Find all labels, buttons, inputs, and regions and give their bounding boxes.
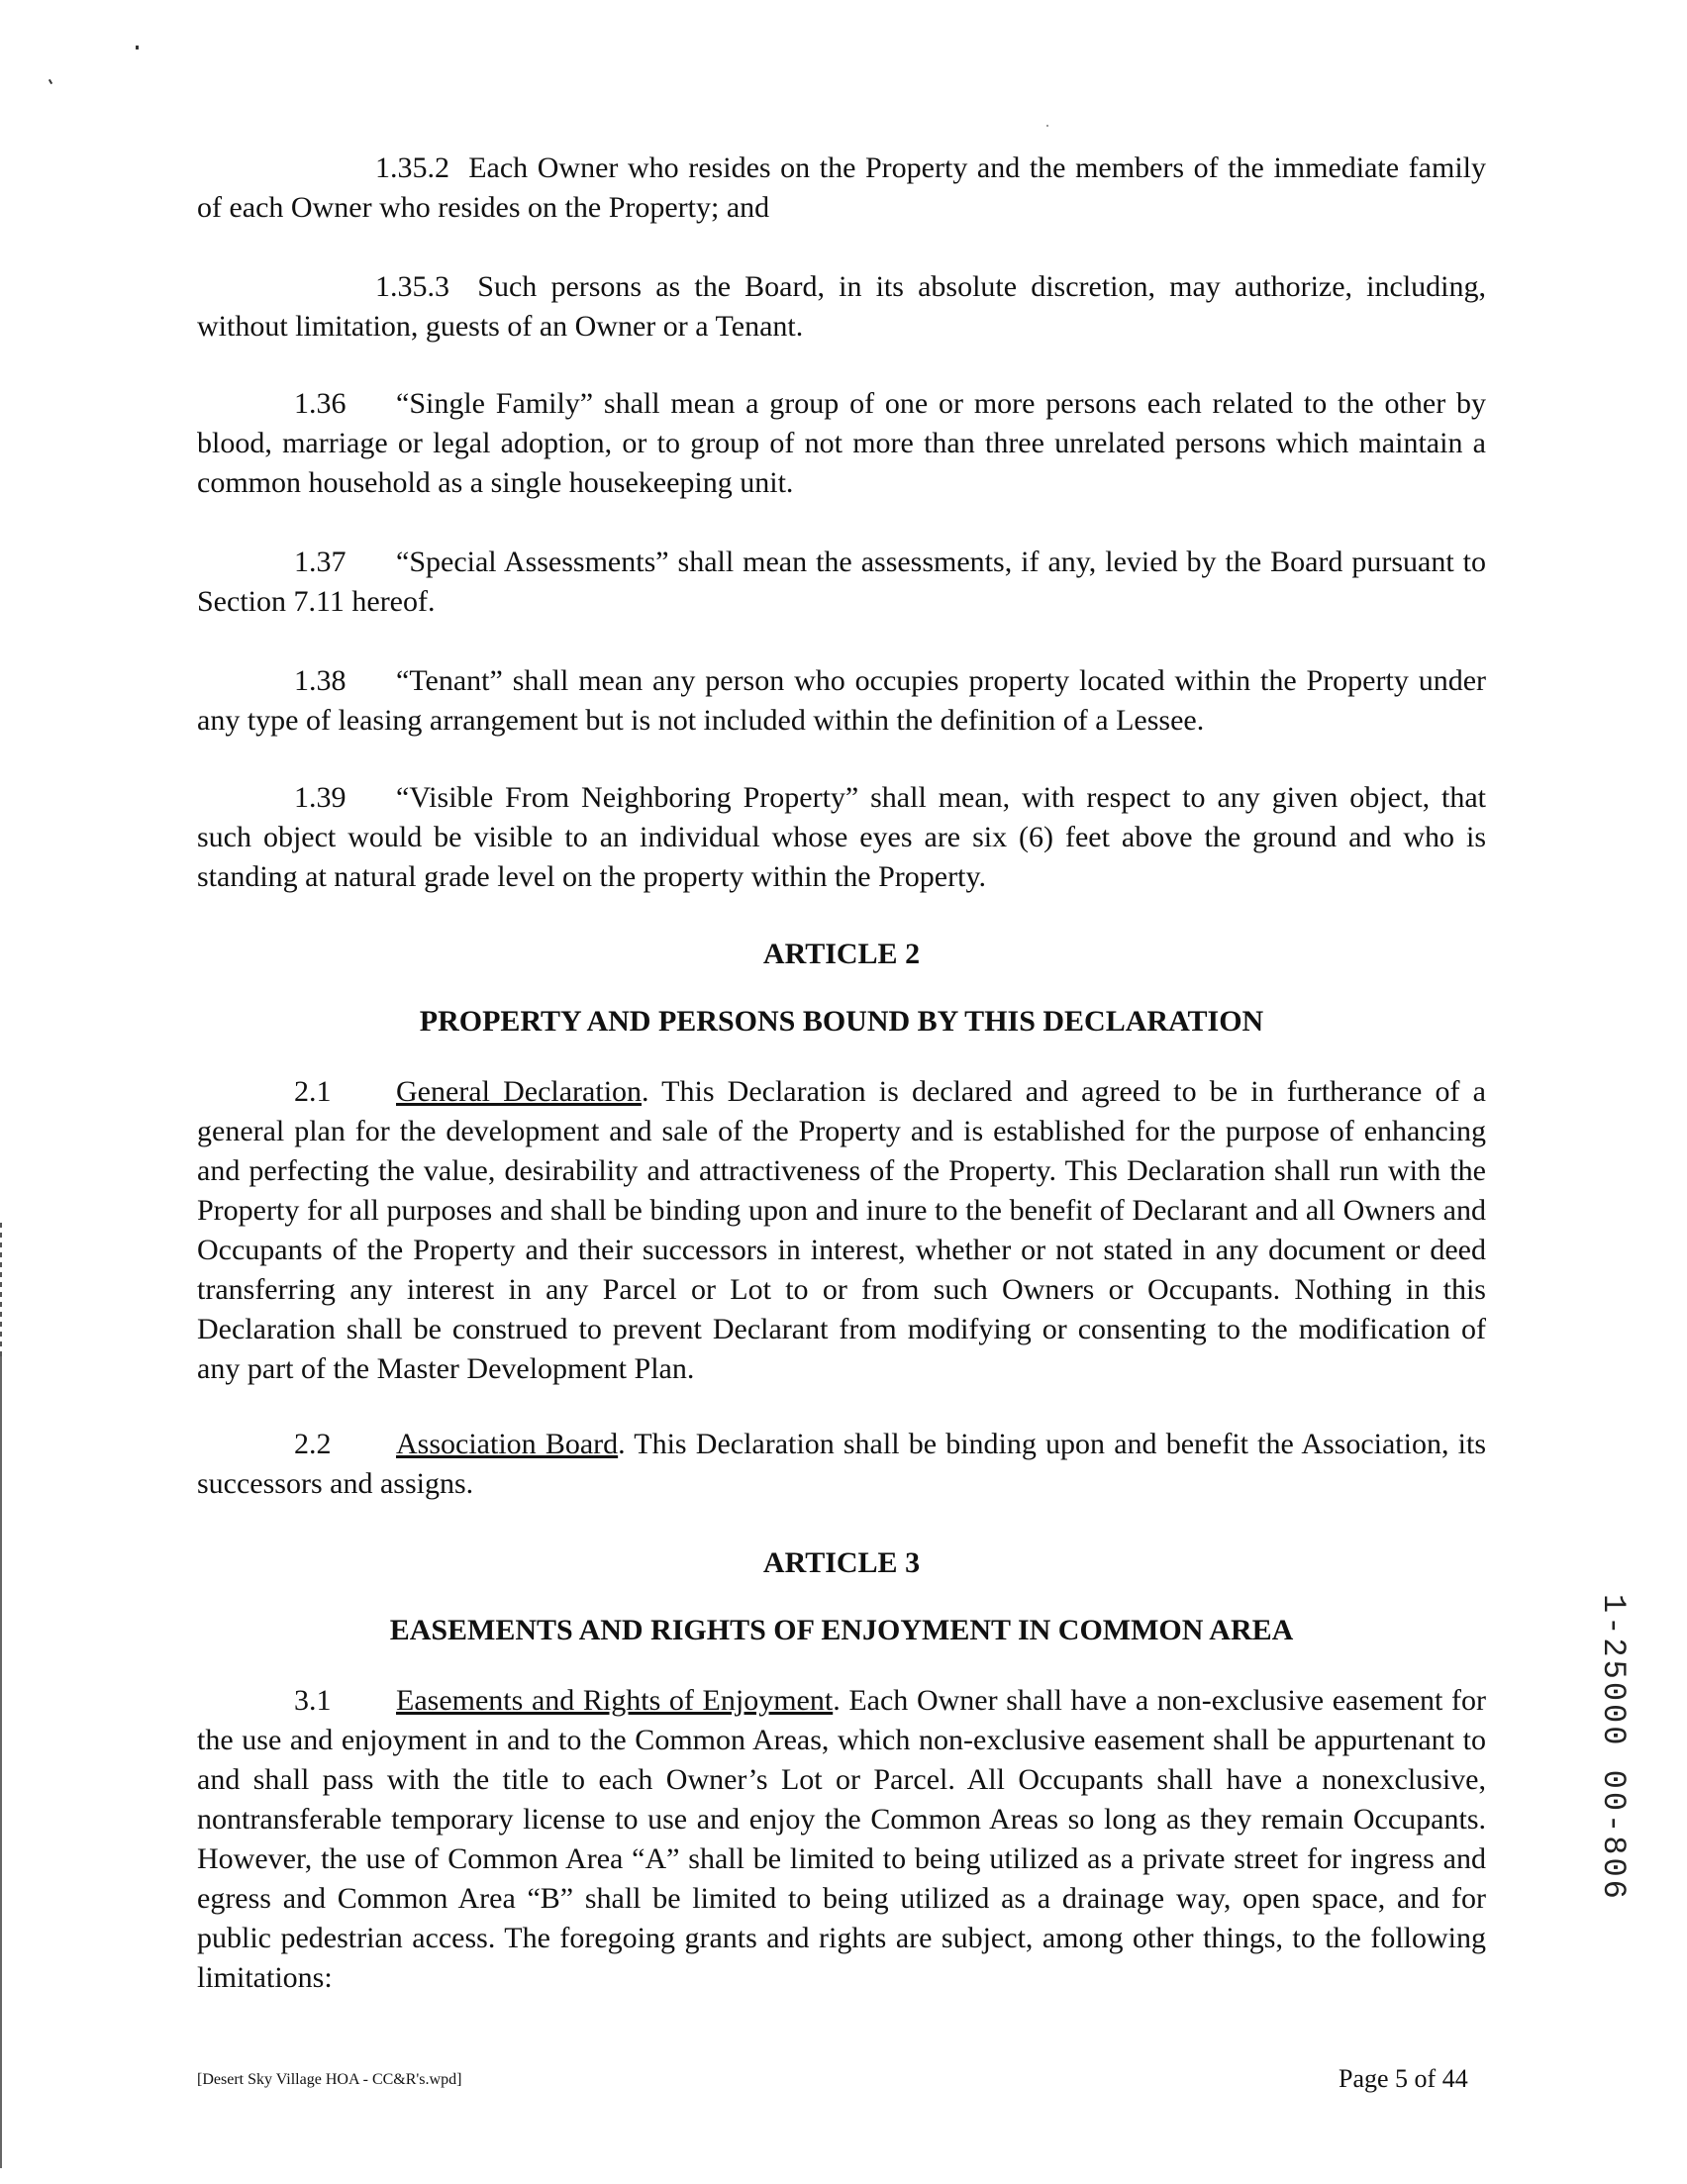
article-2-label: ARTICLE 2 [762,938,921,970]
paragraph-number: 1.37 [294,546,347,578]
document-body [197,149,1486,1998]
section-text: . Each Owner shall have a non-exclusive easement for the use and enjoyment in and to the Common Areas, which non-exclusive easement shall be appurtenant to and shall pass with the title to each Owner’s Lot or Parcel. All Occupants shall have a nonexclusive, nontransferable temporary license to use and enjoy the Common Areas so long as they remain Occupants. However, the use of Common Area “A” shall be limited to being utilized as a private street for ingress and egress and Common Area “B” shall be limited to being utilized as a drainage way, open space, and for public pedestrian access. The foregoing grants and rights are subject, among other things, to the following limitations: [197,1684,1486,1994]
section-number: 2.2 [294,1428,332,1460]
section-2-1 [197,1072,1486,1389]
section-3-1 [197,1681,1486,1998]
paragraph-1-36 [197,384,1486,503]
paragraph-1-37 [197,543,1486,622]
section-heading: Easements and Rights of Enjoyment [396,1684,834,1717]
paragraph-text: “Tenant” shall mean any person who occupies property located within the Property under any type of leasing arrangement but is not included within the definition of a Lessee. [197,664,1486,737]
scan-speck-1 [136,46,139,50]
paragraph-number: 1.38 [294,664,347,697]
paragraph-1-35-3 [197,267,1486,347]
section-number: 3.1 [294,1684,332,1717]
paragraph-text: “Special Assessments” shall mean the assessments, if any, levied by the Board pursuant to Section 7.11 hereof. [197,546,1486,618]
scan-speck-2 [49,79,52,84]
scan-edge-line [0,1356,2,2168]
recording-stamp-text: 1-25000 00-806 [1595,1594,1632,1902]
scan-speck-3 [1046,125,1048,127]
footer-filename: [Desert Sky Village HOA - CC&R's.wpd] [197,2071,462,2088]
paragraph-text: Such persons as the Board, in its absolute discretion, may authorize, including, without limitation, guests of an Owner or a Tenant. [197,270,1487,343]
section-2-2 [197,1425,1486,1504]
paragraph-number: 1.35.2 [375,151,449,184]
paragraph-text: Each Owner who resides on the Property and the members of the immediate family of each Owner who resides on the Property; and [197,151,1486,224]
paragraph-text: “Single Family” shall mean a group of one or more persons each related to the other by blood, marriage or legal adoption, or to group of not more than three unrelated persons which maintain a common household as a single housekeeping unit. [197,387,1486,499]
section-heading: General Declaration [396,1075,643,1108]
section-text: . This Declaration shall be binding upon and benefit the Association, its successors and assigns. [197,1428,1486,1500]
footer-page-number: Page 5 of 44 [1339,2064,1468,2093]
recording-stamp [1592,1594,1632,1902]
paragraph-number: 1.36 [294,387,347,420]
paragraph-1-35-2 [197,149,1486,228]
paragraph-text: “Visible From Neighboring Property” shall mean, with respect to any given object, that such object would be visible to an individual whose eyes are six (6) feet above the ground and who is standing at natural grade level on the property within the Property. [197,781,1486,893]
paragraph-number: 1.39 [294,781,347,814]
paragraph-number: 1.35.3 [375,270,449,303]
paragraph-1-38 [197,661,1486,741]
article-3-title: EASEMENTS AND RIGHTS OF ENJOYMENT IN COMMON AREA [389,1614,1294,1646]
section-heading: Association Board [396,1428,619,1460]
section-number: 2.1 [294,1075,332,1108]
section-text: . This Declaration is declared and agreed to be in furtherance of a general plan for the development and sale of the Property and is established for the purpose of enhancing and perfecting the value, desirability and attractiveness of the Property. This Declaration shall run with the Property for all purposes and shall be binding upon and inure to the benefit of Declarant and all Owners and Occupants of the Property and their successors in interest, whether or not stated in any document or deed transferring any interest in any Parcel or Lot to or from such Owners or Occupants. Nothing in this Declaration shall be construed to prevent Declarant from modifying or consenting to the modification of any part of the Master Development Plan. [197,1075,1487,1385]
paragraph-1-39 [197,778,1486,897]
article-3-label: ARTICLE 3 [762,1546,921,1579]
article-2-title: PROPERTY AND PERSONS BOUND BY THIS DECLARATION [419,1005,1264,1038]
